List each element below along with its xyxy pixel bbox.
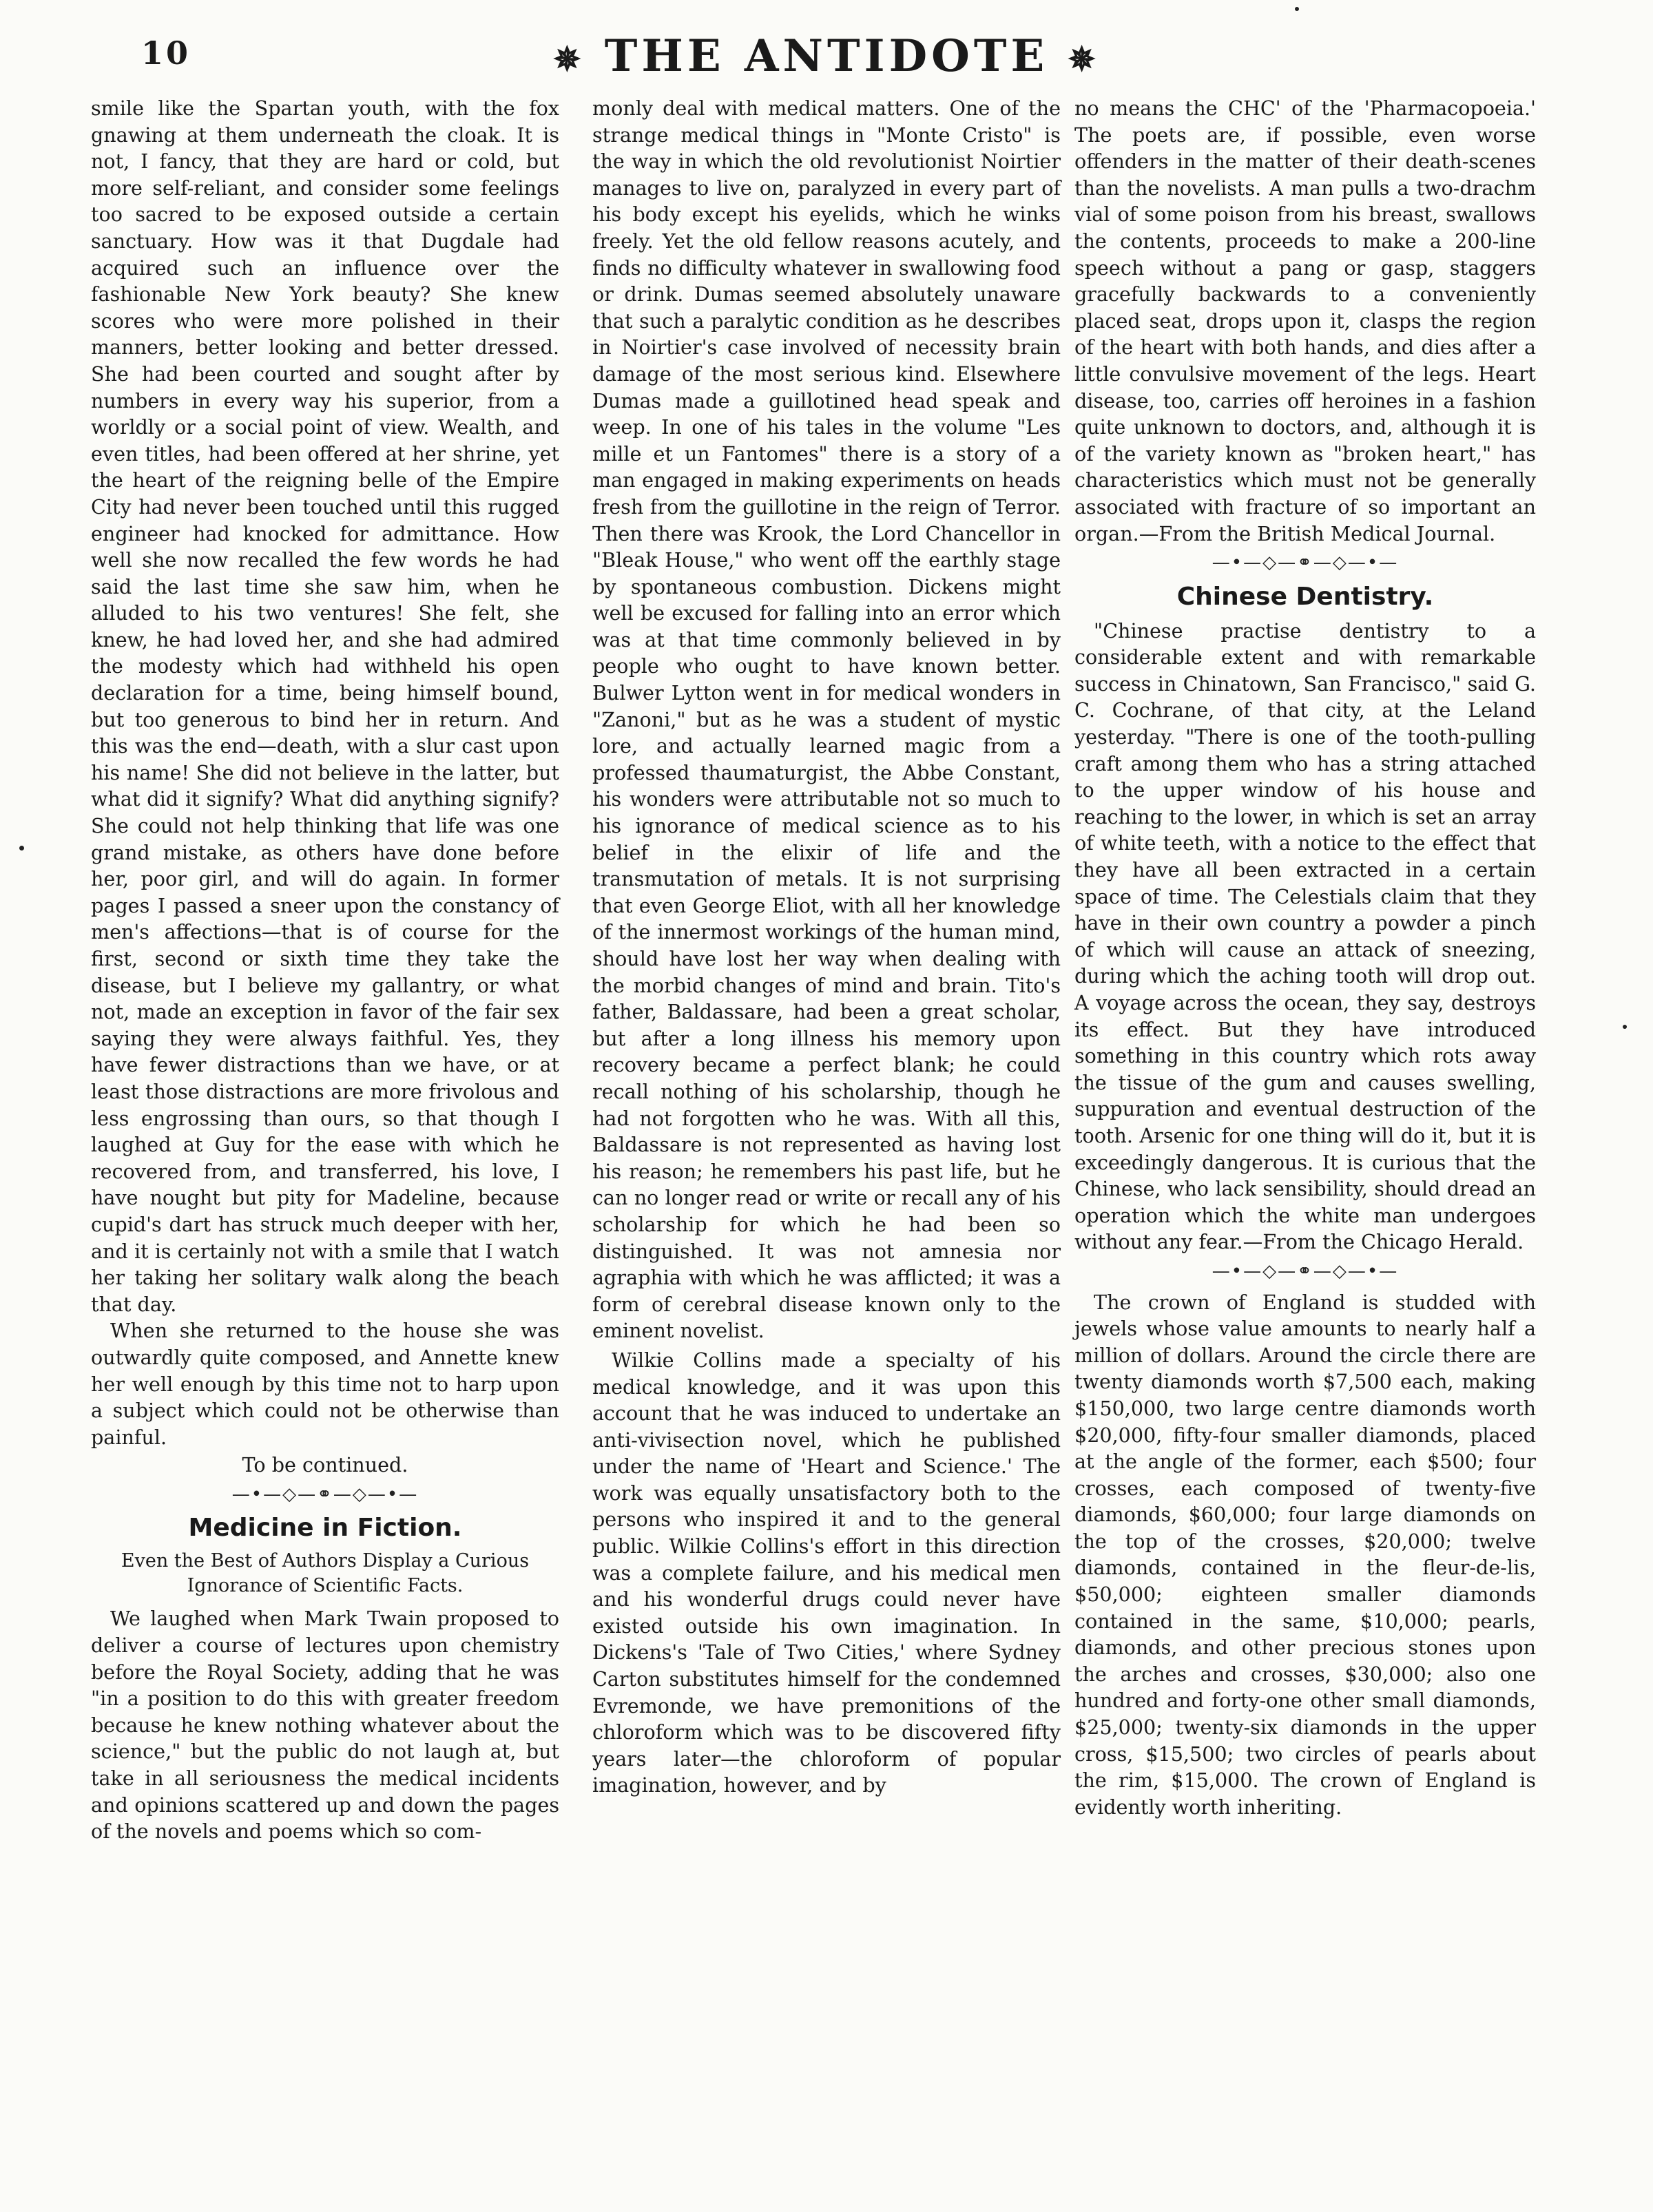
masthead-ornament-right: ✵ — [1068, 40, 1100, 79]
article-heading-medicine-in-fiction: Medicine in Fiction. — [188, 1514, 462, 1543]
masthead-title — [0, 30, 1653, 82]
to-be-continued: To be continued. — [242, 1453, 408, 1477]
masthead-ornament-left: ✵ — [553, 40, 585, 79]
article-heading-chinese-dentistry: Chinese Dentistry. — [1176, 582, 1434, 611]
column-2 — [592, 95, 1061, 1799]
print-speck — [1295, 7, 1299, 11]
article-paragraph: monly deal with medical matters. One of the strange medical things in "Monte Cristo" is the way in which the old revolutionist Noirtier manages to live on, paralyzed in every part of his body except his eyelids, which he winks freely. Yet the old fellow reasons acutely, and finds no difficulty whatever in swallowing food or drink. Dumas seemed absolutely unaware that such a paralytic condition as he describes in Noirtier's case involved of necessity brain damage of the most serious kind. Elsewhere Dumas made a guillotined head speak and weep. In one of his tales in the volume "Les mille et un Fantomes" there is a story of a man engaged in making experiments on heads fresh from the guillotine in the reign of Terror. Then there was Krook, the Lord Chancellor in "Bleak House," who went off the earthly stage by spontaneous combustion. Dickens might well be excused for falling into an error which was at that time commonly believed in by people who ought to have known better. Bulwer Lytton went in for medical wonders in "Zanoni," but as he was a student of mystic lore, and actually learned magic from a professed thaumaturgist, the Abbe Constant, his wonders were attributable not so much to his ignorance of medical science as to his belief in the elixir of life and the transmutation of metals. It is not surprising that even George Eliot, with all her knowledge of the innermost workings of the human mind, should have lost her way when dealing with the morbid changes of mind and brain. Tito's father, Baldassare, had been a great scholar, but after a long illness his memory upon recovery became a perfect blank; he could recall nothing of his scholarship, though he had not forgotten who he was. With all this, Baldassare is not represented as having lost his reason; he remembers his past life, but he can no longer read or write or recall any of his scholarship for which he had been so distinguished. It was not amnesia nor agraphia with which he was afflicted; it was a form of cerebral disease known only to the eminent novelist. — [592, 96, 1061, 1343]
column-3 — [1074, 95, 1536, 1820]
article-paragraph: no means the CHC' of the 'Pharmacopoeia.' The poets are, if possible, even worse offenders in the matter of their death-scenes than the novelists. A man pulls a two-drachm vial of some poison from his breast, swallows the contents, proceeds to make a 200-line speech without a pang or gasp, staggers gracefully backwards to a conveniently placed seat, drops upon it, clasps the region of the heart with both hands, and dies after a little convulsive movement of the legs. Heart disease, too, carries off heroines in a fashion quite unknown to doctors, and, although it is of the variety known as "broken heart," has characteristics which must not be generally associated with fracture of so important an organ.—From the British Medical Journal. — [1074, 96, 1536, 545]
article-paragraph: Wilkie Collins made a specialty of his medical knowledge, and it was upon this account that he was induced to undertake an anti-vivisection novel, which he published under the name of 'Heart and Science.' The work was equally unsatisfactory both to the persons who inspired it and to the general public. Wilkie Collins's effort in this direction was a complete failure, and his medical men and his wonderful drugs could never have existed outside his own imagination. In Dickens's 'Tale of Two Cities,' where Sydney Carton substitutes himself for the condemned Evremonde, we have premonitions of the chloroform which was to be discovered fifty years later—the chloroform of popular imagination, however, and by — [592, 1348, 1061, 1797]
column-1 — [91, 95, 559, 1845]
publication-title: THE ANTIDOTE — [604, 30, 1049, 82]
print-speck — [19, 846, 24, 851]
page-header — [0, 30, 1653, 85]
story-paragraph: When she returned to the house she was outwardly quite composed, and Annette knew her well enough by this time not to harp upon a subject which could not be otherwise than painful. — [91, 1319, 559, 1449]
print-speck — [1623, 1025, 1627, 1029]
section-divider: —•—◇—⚭—◇—•— — [1212, 552, 1399, 574]
article-paragraph: The crown of England is studded with jewels whose value amounts to nearly half a million of dollars. Around the circle there are twenty diamonds worth $7,500 each, making $150,000, two large centre diamonds worth $20,000, fifty-four smaller diamonds, placed at the angle of the former, each $500; four crosses, each composed of twenty-five diamonds, $60,000; four large diamonds on the top of the crosses, $20,000; twelve diamonds, contained in the fleur-de-lis, $50,000; eighteen smaller diamonds contained in the same, $10,000; pearls, diamonds, and other precious stones upon the arches and crosses, $30,000; also one hundred and forty-one other small diamonds, $25,000; twenty-six diamonds in the upper cross, $15,500; two circles of pearls about the rim, $15,000. The crown of England is evidently worth inheriting. — [1074, 1290, 1536, 1819]
section-divider: —•—◇—⚭—◇—•— — [1212, 1260, 1399, 1282]
story-paragraph: smile like the Spartan youth, with the fox gnawing at them underneath the cloak. It is not, I fancy, that they are hard or cold, but more self-reliant, and consider some feelings too sacred to be exposed outside a certain sanctuary. How was it that Dugdale had acquired such an influence over the fashionable New York beauty? She knew scores who were more polished in their manners, better looking and better dressed. She had been courted and sought after by numbers in every way his superior, from a worldly or a social point of view. Wealth, and even titles, had been offered at her shrine, yet the heart of the reigning belle of the Empire City had never been touched until this rugged engineer had knocked for admittance. How well she now recalled the few words he had said the last time she saw him, when he alluded to his two ventures! She felt, she knew, he had loved her, and she had admired the modesty which had withheld his open declaration for a time, being himself bound, but too generous to bind her in return. And this was the end—death, with a slur cast upon his name! She did not believe in the latter, but what did it signify? What did anything signify? She could not help thinking that life was one grand mistake, as others have done before her, poor girl, and will do again. In former pages I passed a sneer upon the constancy of men's affections—that is of course for the first, second or sixth time they take the disease, but I believe my gallantry, or what not, made an exception in favor of the fair sex saying they were always faithful. Yes, they have fewer distractions than we have, or at least those distractions are more frivolous and less engrossing than ours, so that though I laughed at Guy for the ease with which he recovered from, and transferred, his love, I have nought but pity for Madeline, because cupid's dart has struck much deeper with her, and it is certainly not with a smile that I watch her taking her solitary walk along the beach that day. — [91, 96, 559, 1316]
page-number: 10 — [141, 34, 191, 72]
article-paragraph: We laughed when Mark Twain proposed to deliver a course of lectures upon chemistry before the Royal Society, adding that he was "in a position to do this with greater freedom because he knew nothing whatever about the science," but the public do not laugh at, but take in all seriousness the medical incidents and opinions scattered up and down the pages of the novels and poems which so com- — [91, 1607, 559, 1844]
section-divider: —•—◇—⚭—◇—•— — [231, 1483, 419, 1505]
article-paragraph: "Chinese practise dentistry to a considerable extent and with remarkable success in Chinatown, San Francisco," said G. C. Cochrane, of that city, at the Leland yesterday. "There is one of the tooth-pulling craft among them who has a string attached to the upper window of his house and reaching to the lower, in which is set an array of white teeth, with a notice to the effect that they have all been extracted in a certain space of time. The Celestials claim that they have in their own country a powder a pinch of which will cause an attack of sneezing, during which the aching tooth will drop out. A voyage across the ocean, they say, destroys its effect. But they have introduced something in this country which rots away the tissue of the gum and causes swelling, suppuration and eventual destruction of the tooth. Arsenic for one thing will do it, but it is exceedingly dangerous. It is curious that the Chinese, who lack sensibility, should dread an operation which the white man undergoes without any fear.—From the Chicago Herald. — [1074, 618, 1536, 1254]
article-subheading: Even the Best of Authors Display a Curious Ignorance of Scientific Facts. — [121, 1550, 530, 1597]
